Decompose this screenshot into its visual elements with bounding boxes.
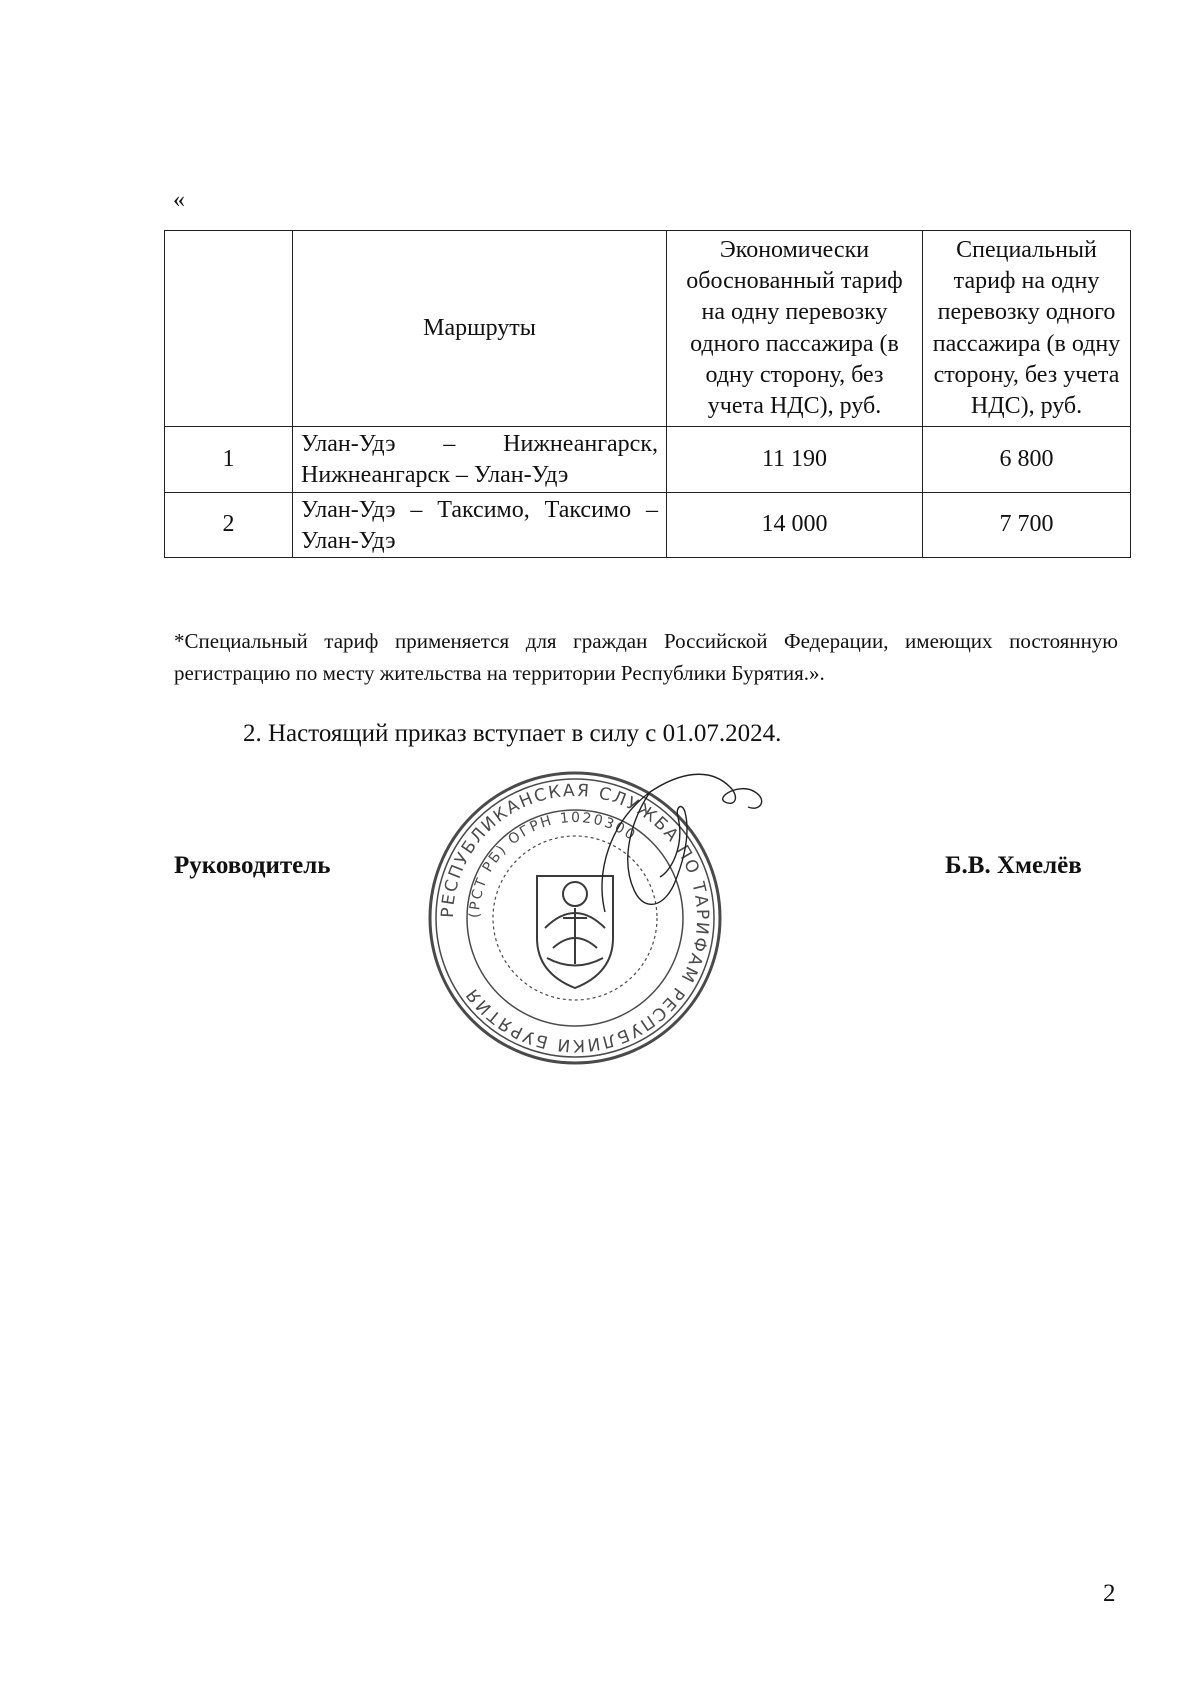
signatory-title: Руководитель [174,852,331,879]
tariff-table [164,230,1131,558]
opening-quote: « [173,187,185,213]
table-row [165,492,1131,557]
route-cell: Улан-Удэ – Таксимо, Таксимо – Улан-Удэ [293,492,667,557]
table-header-row [165,231,1131,427]
row-number: 1 [165,427,293,492]
footnote: *Специальный тариф применяется для граждан Российской Федерации, имеющих постоянную регистрацию по месту жительства на территории Республики Бурятия.». [174,629,1118,685]
row-number: 2 [165,492,293,557]
order-item-2: 2. Настоящий приказ вступает в силу с 01.07.2024. [243,720,782,747]
special-tariff-column-header: Специальный тариф на одну перевозку одного пассажира (в одну сторону, без учета НДС), руб. [923,231,1131,427]
economic-tariff-column-header: Экономически обоснованный тариф на одну перевозку одного пассажира (в одну сторону, без учета НДС), руб. [667,231,923,427]
signatory-name: Б.В. Хмелёв [945,852,1082,879]
stamp-outer-text: РЕСПУБЛИКАНСКАЯ СЛУЖБА ПО ТАРИФАМ РЕСПУБЛИКИ БУРЯТИЯ [437,780,713,1056]
economic-tariff-cell: 14 000 [667,492,923,557]
special-tariff-cell: 6 800 [923,427,1131,492]
table-row [165,427,1131,492]
route-cell: Улан-Удэ – Нижнеангарск, Нижнеангарск – Улан-Удэ [293,427,667,492]
stamp-inner-text: (РСТ РБ) ОГРН 1020300 [466,809,640,919]
routes-column-header: Маршруты [293,231,667,427]
economic-tariff-cell: 11 190 [667,427,923,492]
page-number: 2 [1103,1580,1116,1607]
special-tariff-cell: 7 700 [923,492,1131,557]
handwritten-signature [590,762,770,927]
number-column-header [165,231,293,427]
